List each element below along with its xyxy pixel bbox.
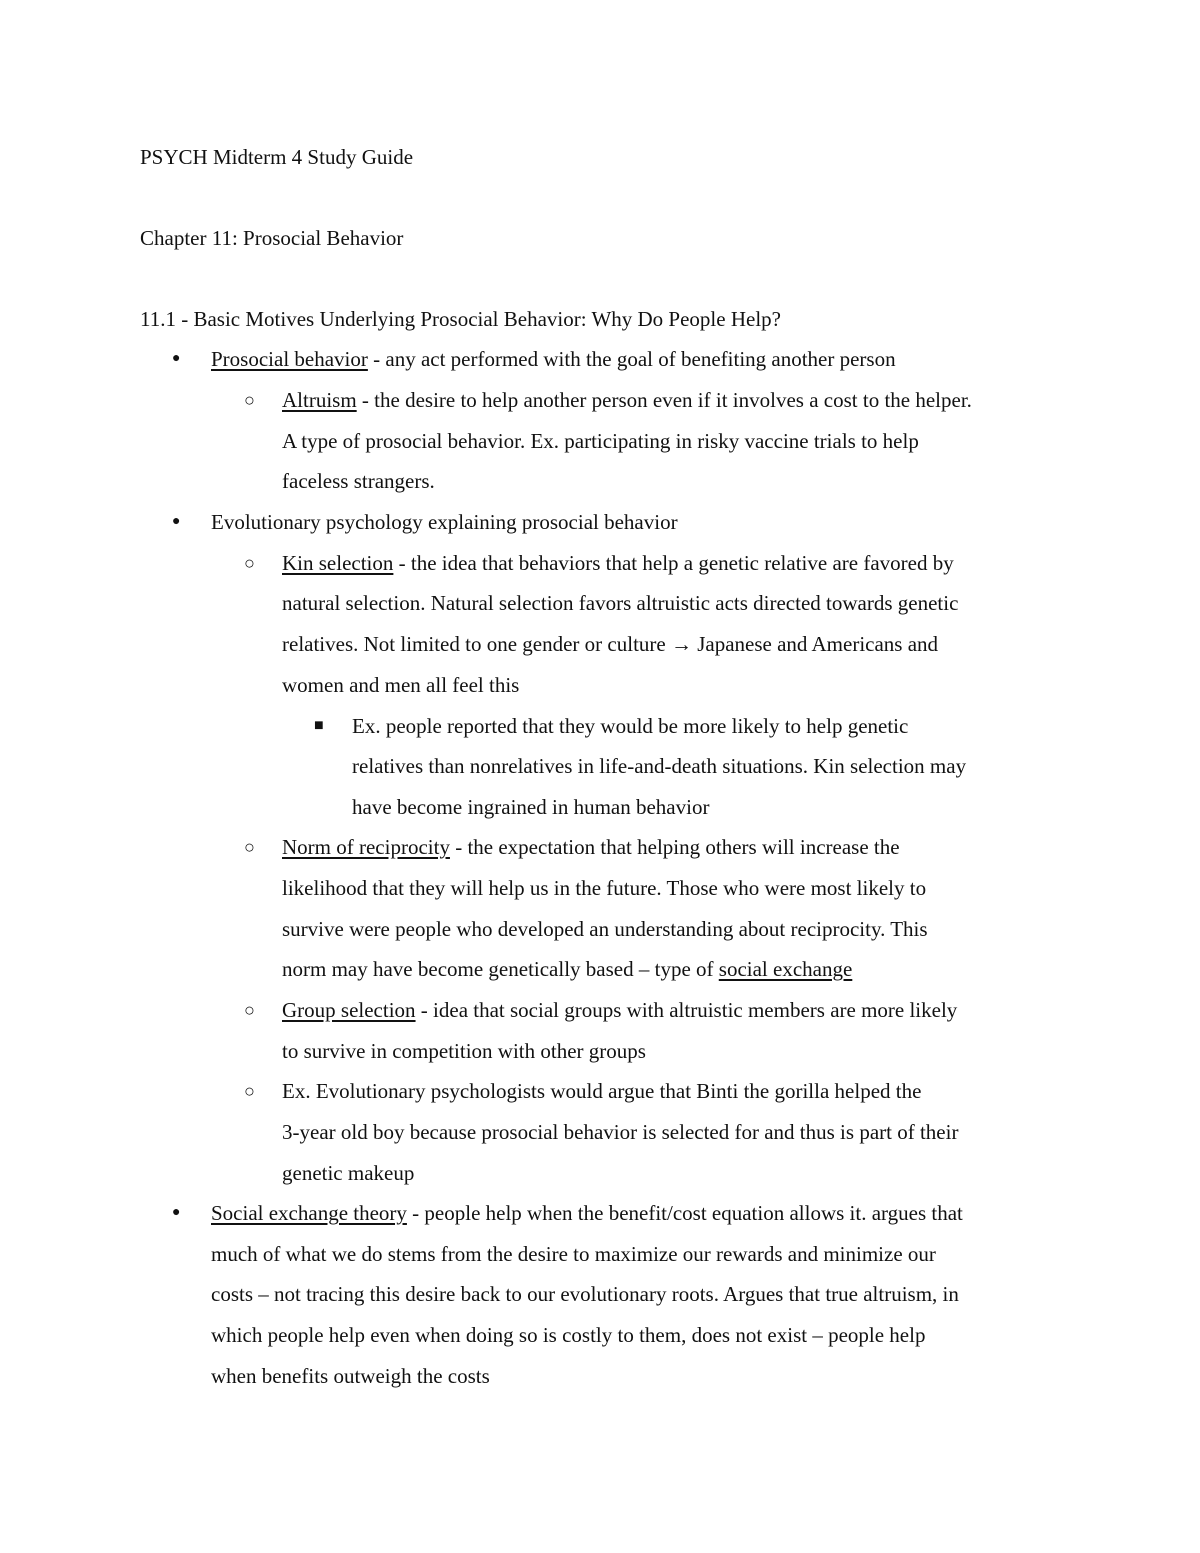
- text-line: survive were people who developed an understanding about reciprocity. This: [282, 917, 928, 941]
- term-altruism: Altruism: [282, 388, 357, 412]
- list-item-kin-selection: [282, 548, 954, 578]
- section-heading: 11.1 - Basic Motives Underlying Prosocial Behavior: Why Do People Help?: [140, 307, 781, 331]
- text-line: [282, 954, 852, 984]
- term-social-exchange: social exchange: [718, 957, 853, 981]
- chapter-heading: Chapter 11: Prosocial Behavior: [140, 226, 404, 250]
- text-line: to survive in competition with other groups: [282, 1039, 646, 1063]
- definition-text: - any act performed with the goal of benefiting another person: [367, 347, 896, 371]
- circle-bullet-icon: ○: [244, 553, 255, 573]
- disc-bullet-icon: ●: [172, 351, 181, 366]
- definition-text: - the expectation that helping others will increase the: [449, 835, 900, 859]
- disc-bullet-icon: ●: [172, 1205, 181, 1220]
- list-item-prosocial: [211, 344, 896, 374]
- list-item-evolutionary: Evolutionary psychology explaining prosocial behavior: [211, 510, 678, 534]
- text-line: much of what we do stems from the desire to maximize our rewards and minimize our: [211, 1242, 936, 1266]
- text-span: norm may have become genetically based – type of: [282, 957, 719, 981]
- list-item-social-exchange-theory: [211, 1198, 963, 1228]
- definition-text: - the idea that behaviors that help a genetic relative are favored by: [393, 551, 954, 575]
- text-line: genetic makeup: [282, 1161, 415, 1185]
- list-item-altruism: [282, 385, 972, 415]
- circle-bullet-icon: ○: [244, 1000, 255, 1020]
- definition-text: - idea that social groups with altruistic members are more likely: [415, 998, 958, 1022]
- text-line: A type of prosocial behavior. Ex. participating in risky vaccine trials to help: [282, 429, 919, 453]
- term-group-selection: Group selection: [282, 998, 416, 1022]
- disc-bullet-icon: ●: [172, 514, 181, 529]
- term-norm-of-reciprocity: Norm of reciprocity: [282, 835, 450, 859]
- text-line: likelihood that they will help us in the future. Those who were most likely to: [282, 876, 927, 900]
- square-bullet-icon: ■: [314, 717, 324, 734]
- definition-text: - people help when the benefit/cost equation allows it. argues that: [406, 1201, 963, 1225]
- text-line: when benefits outweigh the costs: [211, 1364, 490, 1388]
- circle-bullet-icon: ○: [244, 390, 255, 410]
- circle-bullet-icon: ○: [244, 1081, 255, 1101]
- text-line: faceless strangers.: [282, 469, 435, 493]
- text-line: which people help even when doing so is costly to them, does not exist – people help: [211, 1323, 926, 1347]
- list-item-norm-of-reciprocity: [282, 832, 900, 862]
- term-social-exchange-theory: Social exchange theory: [211, 1201, 407, 1225]
- list-item-binti-example: Ex. Evolutionary psychologists would argue that Binti the gorilla helped the: [282, 1079, 922, 1103]
- text-line: women and men all feel this: [282, 673, 520, 697]
- text-line: have become ingrained in human behavior: [352, 795, 710, 819]
- text-line: natural selection. Natural selection favors altruistic acts directed towards genetic: [282, 591, 959, 615]
- text-line: relatives. Not limited to one gender or culture → Japanese and Americans and: [282, 632, 939, 656]
- term-prosocial-behavior: Prosocial behavior: [211, 347, 368, 371]
- term-kin-selection: Kin selection: [282, 551, 394, 575]
- list-item-group-selection: [282, 995, 957, 1025]
- circle-bullet-icon: ○: [244, 837, 255, 857]
- document-title: PSYCH Midterm 4 Study Guide: [140, 145, 414, 169]
- text-line: 3-year old boy because prosocial behavior is selected for and thus is part of their: [282, 1120, 959, 1144]
- text-line: costs – not tracing this desire back to our evolutionary roots. Argues that true altruism, in: [211, 1282, 959, 1306]
- text-line: relatives than nonrelatives in life-and-death situations. Kin selection may: [352, 754, 967, 778]
- list-item-kin-example: Ex. people reported that they would be more likely to help genetic: [352, 714, 909, 738]
- definition-text: - the desire to help another person even if it involves a cost to the helper.: [356, 388, 972, 412]
